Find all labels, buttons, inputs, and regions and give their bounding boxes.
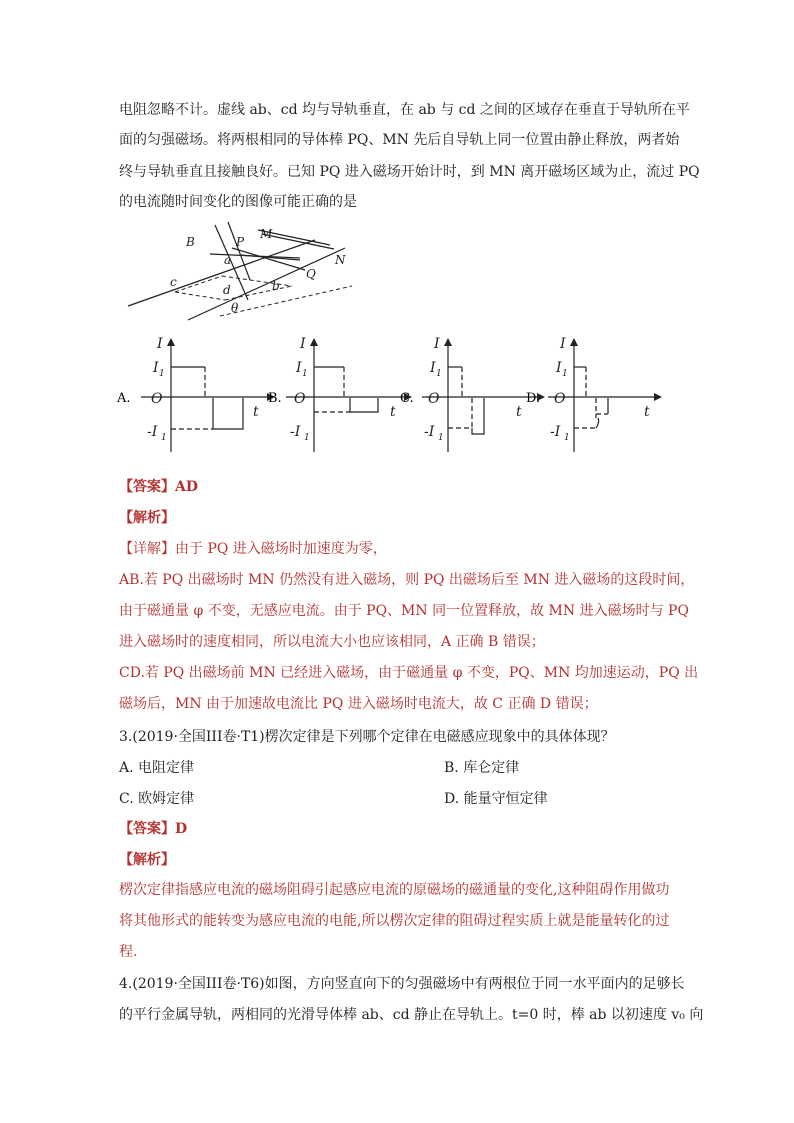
graph-b-axis-i: I — [300, 336, 306, 352]
graph-d-axis-t: t — [644, 404, 650, 420]
q2-answer: 【答案】AD — [119, 479, 199, 495]
graph-c-axis-t: t — [516, 404, 522, 420]
q2-detail-line-5: CD.若 PQ 出磁场前 MN 已经进入磁场，由于磁通量 φ 不变，PQ、MN 均加速运动，PQ 出 — [119, 665, 699, 681]
graph-c-origin: O — [428, 391, 440, 407]
q3-analysis-line-1: 楞次定律指感应电流的磁场阻碍引起感应电流的原磁场的磁通量的变化,这种阻碍作用做功 — [119, 882, 670, 898]
graph-a-axis-i: I — [157, 336, 163, 352]
q2-detail-line-4: 进入磁场时的速度相同，所以电流大小也应该相同，A 正确 B 错误； — [119, 634, 545, 650]
label-a: a — [224, 253, 232, 267]
option-b-label: B. — [268, 391, 282, 406]
label-B: B — [186, 235, 195, 249]
label-Q: Q — [306, 267, 316, 281]
label-d: d — [223, 283, 231, 297]
graph-c-axis-i: I — [434, 336, 440, 352]
graph-c-i1: I — [430, 360, 436, 376]
q3-option-c: C. 欧姆定律 — [119, 791, 195, 807]
q2-stem-line-2: 面的匀强磁场。将两根相同的导体棒 PQ、MN 先后自导轨上同一位置由静止释放，两者始 — [119, 132, 680, 148]
graph-d-i1: I — [556, 360, 562, 376]
graph-b-i1: I — [296, 360, 302, 376]
graph-c-neg-i1-sub: 1 — [438, 433, 444, 443]
q3-analysis-line-2: 将其他形式的能转变为感应电流的电能,所以楞次定律的阻碍过程实质上就是能量转化的过 — [119, 913, 670, 929]
q4-stem-line-2: 的平行金属导轨，两相同的光滑导体棒 ab、cd 静止在导轨上。t=0 时，棒 ab 以初速度 v₀ 向 — [119, 1007, 704, 1023]
q2-stem-line-1: 电阻忽略不计。虚线 ab、cd 均与导轨垂直，在 ab 与 cd 之间的区域存在垂直于导轨所在平 — [119, 102, 690, 118]
label-theta: θ — [231, 301, 239, 315]
graph-b-neg-i1-sub: 1 — [304, 433, 310, 443]
label-P: P — [236, 235, 245, 249]
graph-d-i1-sub: 1 — [562, 369, 568, 379]
graph-a-neg-i1-sub: 1 — [161, 433, 167, 443]
option-c-label: C. — [400, 391, 414, 406]
q2-detail-line-6: 磁场后，MN 由于加速故电流比 PQ 进入磁场时电流大，故 C 正确 D 错误； — [119, 696, 598, 712]
graph-a-i1: I — [153, 360, 159, 376]
graph-c-neg-i1: -I — [424, 424, 435, 440]
q3-answer: 【答案】D — [119, 821, 188, 837]
graph-a-neg-i1: -I — [147, 424, 158, 440]
graph-d-neg-i1: -I — [550, 424, 561, 440]
graph-d-origin: O — [554, 391, 566, 407]
graph-b-neg-i1: -I — [290, 424, 301, 440]
label-b: b — [272, 279, 280, 293]
graph-d-neg-i1-sub: 1 — [564, 433, 570, 443]
q3-option-d: D. 能量守恒定律 — [444, 791, 548, 807]
graph-b-axis-t: t — [390, 404, 396, 420]
label-N: N — [335, 253, 346, 267]
option-a-label: A. — [117, 391, 131, 406]
graph-a-axis-t: t — [253, 404, 259, 420]
graph-a — [117, 330, 275, 455]
q3-option-a: A. 电阻定律 — [119, 760, 195, 776]
graph-c — [400, 330, 545, 455]
option-d-label: D. — [526, 391, 541, 406]
q3-analysis-line-3: 程. — [119, 944, 138, 960]
q2-stem-line-4: 的电流随时间变化的图像可能正确的是 — [119, 194, 357, 210]
graph-b — [268, 330, 413, 455]
graph-d-axis-i: I — [560, 336, 566, 352]
label-c: c — [170, 275, 177, 289]
q3-analysis-title: 【解析】 — [119, 852, 175, 868]
graph-c-i1-sub: 1 — [436, 369, 442, 379]
rail-field-diagram — [120, 220, 360, 325]
q3-option-b: B. 库仑定律 — [444, 760, 520, 776]
graph-a-origin: O — [151, 391, 163, 407]
q2-detail-line-2: AB.若 PQ 出磁场时 MN 仍然没有进入磁场，则 PQ 出磁场后至 MN 进入磁场的这段时间， — [119, 572, 695, 588]
q2-analysis-title: 【解析】 — [119, 510, 175, 526]
graph-b-i1-sub: 1 — [302, 369, 308, 379]
graph-b-origin: O — [294, 391, 306, 407]
label-M: M — [260, 227, 273, 241]
graph-d — [526, 330, 664, 455]
graph-a-i1-sub: 1 — [159, 369, 165, 379]
q2-detail-line-3: 由于磁通量 φ 不变，无感应电流。由于 PQ、MN 同一位置释放，故 MN 进入磁场时与 PQ — [119, 603, 689, 619]
q4-stem-line-1: 4.(2019·全国III卷·T6)如图，方向竖直向下的匀强磁场中有两根位于同一水平面内的足够长 — [119, 976, 685, 992]
q2-stem-line-3: 终与导轨垂直且接触良好。已知 PQ 进入磁场开始计时，到 MN 离开磁场区域为止，流过 PQ — [119, 164, 700, 180]
q2-detail-line-1: 【详解】由于 PQ 进入磁场时加速度为零， — [119, 541, 387, 557]
q3-stem: 3.(2019·全国III卷·T1)楞次定律是下列哪个定律在电磁感应现象中的具体体现？ — [119, 729, 615, 745]
